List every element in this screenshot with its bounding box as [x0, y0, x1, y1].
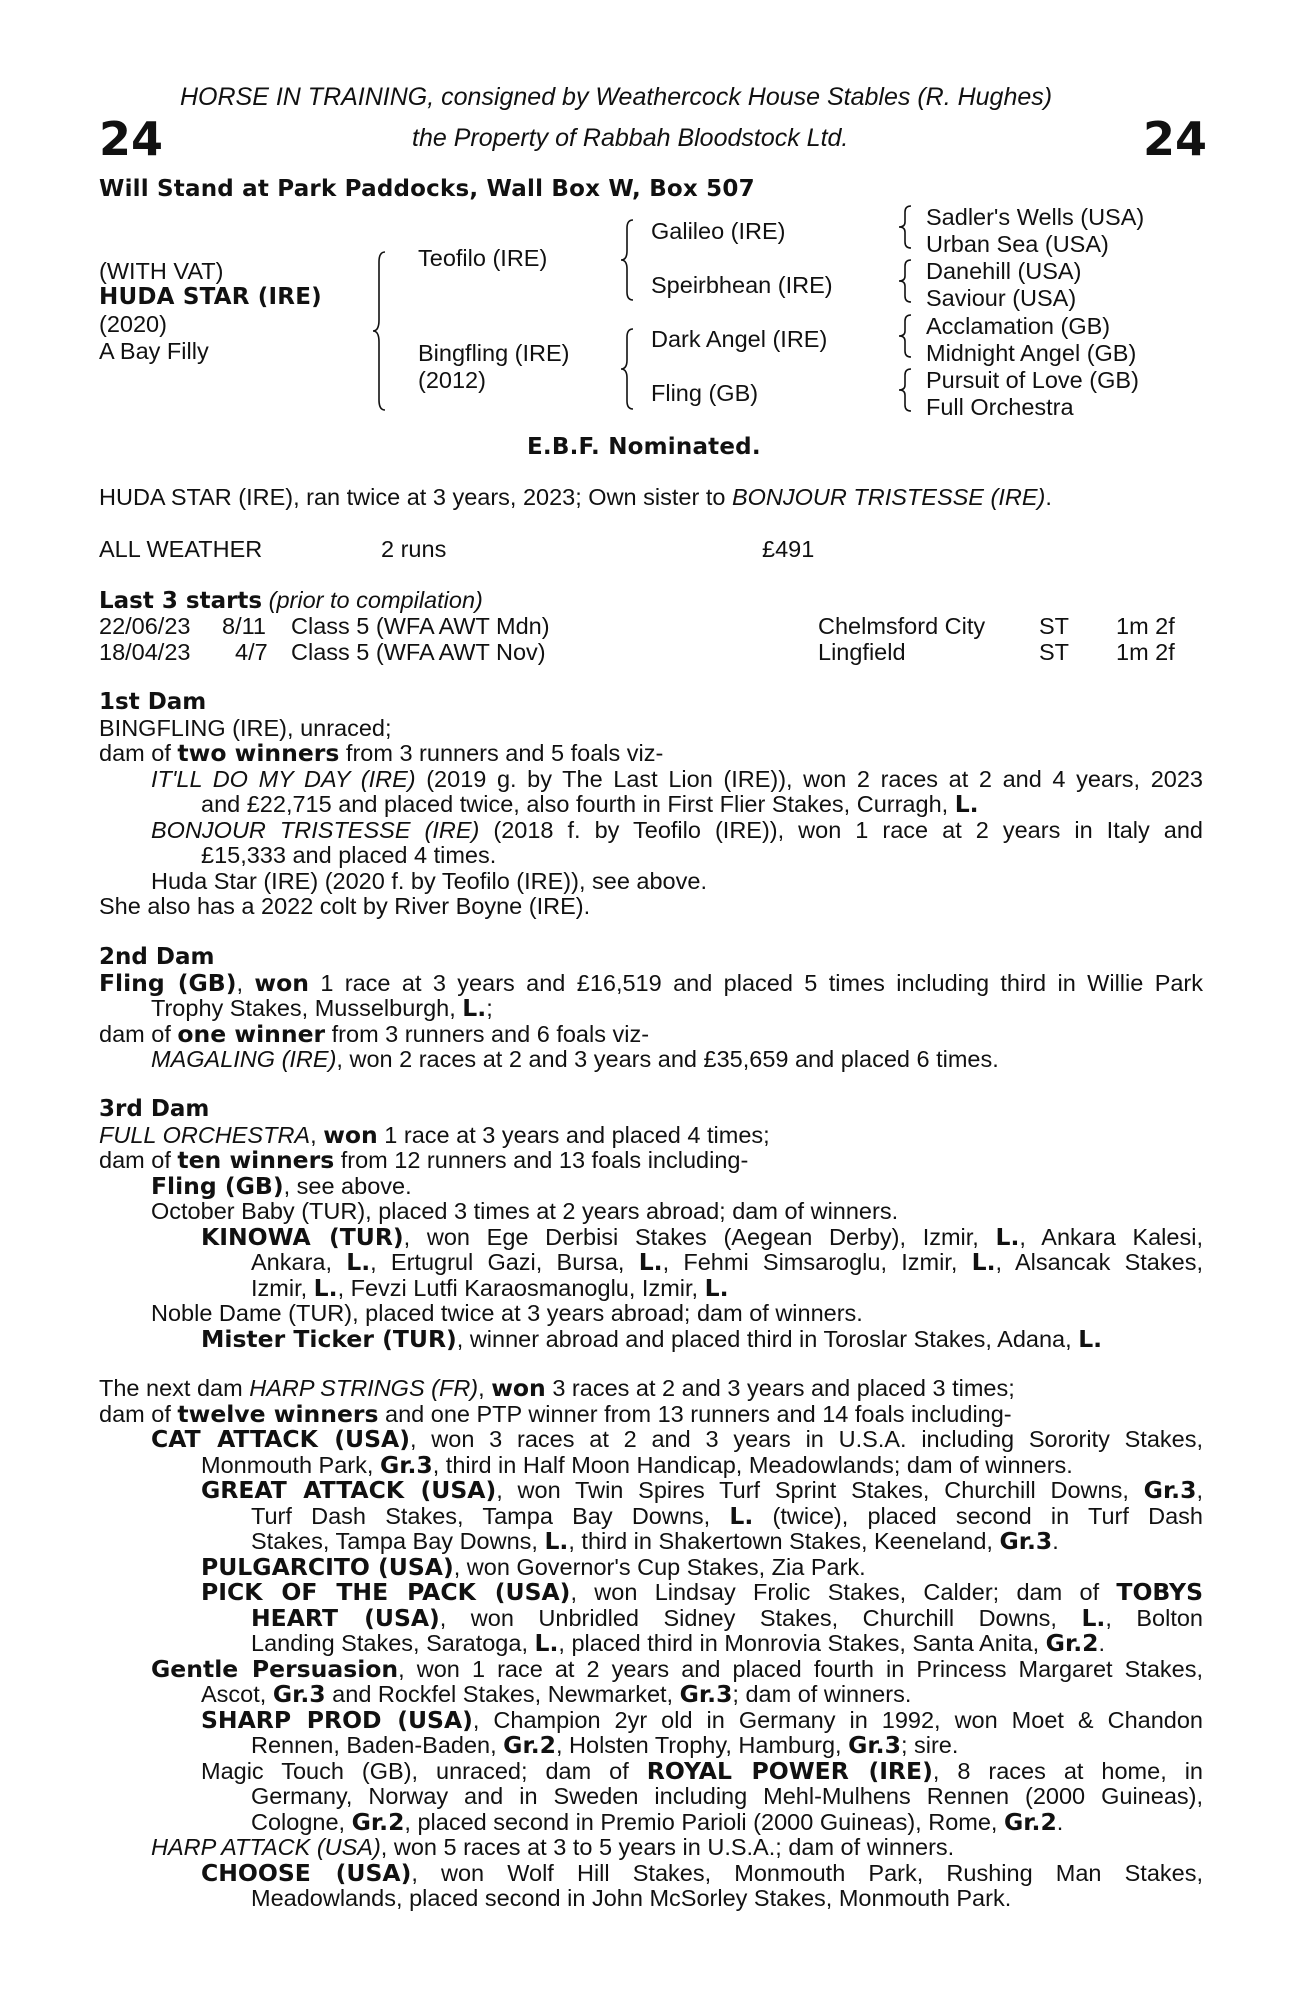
- pedigree-g3-4: Saviour (USA): [926, 285, 1077, 311]
- ebf-nomination: E.B.F. Nominated.: [527, 434, 761, 460]
- section-heading: 3rd Dam: [99, 1096, 210, 1122]
- third-dam-section: 3rd Dam FULL ORCHESTRA, won 1 race at 3 years and placed 4 times; dam of ten winners from 12 runners and 13 foals including- Fling (GB), see above. October Baby (TUR), placed 3 times at 2 years abroad; dam of winners. KINOWA (TUR), won Ege Derbisi Stakes (Aegean Derby), Izmir, L., Ankara Kalesi, Ankara, L., Ertugrul Gazi, Bursa, L., Fehmi Simsaroglu, Izmir, L., Alsancak Stakes, Izmir, L., Fevzi Lutfi Karaosmanoglu, Izmir, L. Noble Dame (TUR), placed twice at 3 years abroad; dam of winners. Mister Ticker (TUR), winner abroad and placed third in Toroslar Stakes, Adana, L.: [99, 1096, 1203, 1353]
- lot-number-right: 24: [1143, 112, 1208, 166]
- pedigree-brace-g1: [898, 204, 914, 250]
- pedigree-brace-sire: [620, 218, 636, 302]
- start-date: 18/04/23: [99, 639, 191, 665]
- start-position: 4/7: [235, 639, 268, 665]
- horse-name: HUDA STAR (IRE): [99, 284, 322, 310]
- pedigree-brace-g4: [898, 367, 914, 413]
- second-dam-section: 2nd Dam Fling (GB), won 1 race at 3 years and £16,519 and placed 5 times including third in Willie Park Trophy Stakes, Musselburgh, L.; dam of one winner from 3 runners and 6 foals viz- MAGALING (IRE), won 2 races at 2 and 3 years and £35,659 and placed 6 times.: [99, 944, 1204, 1072]
- pedigree-g3-8: Full Orchestra: [926, 394, 1074, 420]
- consignor-line: HORSE IN TRAINING, consigned by Weathercock House Stables (R. Hughes): [180, 83, 1053, 111]
- pedigree-sire-sire: Galileo (IRE): [651, 218, 786, 244]
- pedigree-sire: Teofilo (IRE): [418, 245, 548, 271]
- start-going: ST: [1039, 613, 1070, 639]
- pedigree-g3-5: Acclamation (GB): [926, 313, 1111, 339]
- pedigree-dam-dam: Fling (GB): [651, 380, 759, 406]
- start-race: Class 5 (WFA AWT Mdn): [291, 613, 550, 639]
- pedigree-brace-g3: [898, 313, 914, 359]
- owner-line: the Property of Rabbah Bloodstock Ltd.: [412, 124, 849, 152]
- pedigree-brace-parents: [372, 250, 388, 412]
- first-dam-section: 1st Dam BINGFLING (IRE), unraced; dam of two winners from 3 runners and 5 foals viz- IT'LL DO MY DAY (IRE) (2019 g. by The Last Lion (IRE)), won 2 races at 2 and 4 years, 2023 and £22,715 and placed twice, also fourth in First Flier Stakes, Curragh, L. BONJOUR TRISTESSE (IRE) (2018 f. by Teofilo (IRE)), won 1 race at 2 years in Italy and £15,333 and placed 4 times. Huda Star (IRE) (2020 f. by Teofilo (IRE)), see above. She also has a 2022 colt by River Boyne (IRE).: [99, 689, 1203, 919]
- racing-summary: HUDA STAR (IRE), ran twice at 3 years, 2023; Own sister to BONJOUR TRISTESSE (IRE).: [99, 484, 1052, 510]
- stand-location: Will Stand at Park Paddocks, Wall Box W, Box 507: [99, 176, 755, 202]
- section-heading: 2nd Dam: [99, 944, 215, 970]
- sibling-name: BONJOUR TRISTESSE (IRE): [731, 484, 1046, 510]
- horse-description: A Bay Filly: [99, 338, 209, 364]
- pedigree-g3-3: Danehill (USA): [926, 258, 1082, 284]
- horse-year: (2020): [99, 311, 167, 337]
- start-distance: 1m 2f: [1116, 639, 1175, 665]
- start-race: Class 5 (WFA AWT Nov): [291, 639, 546, 665]
- pedigree-sire-dam: Speirbhean (IRE): [651, 272, 833, 298]
- start-position: 8/11: [222, 613, 266, 639]
- start-date: 22/06/23: [99, 613, 191, 639]
- pedigree-brace-g2: [898, 258, 914, 304]
- record-runs: 2 runs: [381, 536, 447, 562]
- start-going: ST: [1039, 639, 1070, 665]
- vat-note: (WITH VAT): [99, 258, 224, 284]
- pedigree-g3-2: Urban Sea (USA): [926, 231, 1109, 257]
- pedigree-g3-7: Pursuit of Love (GB): [926, 367, 1139, 393]
- lot-number-left: 24: [99, 112, 164, 166]
- pedigree-g3-6: Midnight Angel (GB): [926, 340, 1137, 366]
- section-heading: 1st Dam: [99, 689, 207, 715]
- record-surface: ALL WEATHER: [99, 536, 263, 562]
- pedigree-g3-1: Sadler's Wells (USA): [926, 204, 1145, 230]
- start-course: Lingfield: [818, 639, 906, 665]
- pedigree-dam-sire: Dark Angel (IRE): [651, 326, 828, 352]
- start-course: Chelmsford City: [818, 613, 986, 639]
- record-earnings: £491: [762, 536, 815, 562]
- next-dam-section: The next dam HARP STRINGS (FR), won 3 races at 2 and 3 years and placed 3 times; dam of twelve winners and one PTP winner from 13 runners and 14 foals including- CAT ATTACK (USA), won 3 races at 2 and 3 years in U.S.A. including Sorority Stakes, Monmouth Park, Gr.3, third in Half Moon Handicap, Meadowlands; dam of winners. GREAT ATTACK (USA), won Twin Spires Turf Sprint Stakes, Churchill Downs, Gr.3, Turf Dash Stakes, Tampa Bay Downs, L. (twice), placed second in Turf Dash Stakes, Tampa Bay Downs, L., third in Shakertown Stakes, Keeneland, Gr.3. PULGARCITO (USA), won Governor's Cup Stakes, Zia Park. PICK OF THE PACK (USA), won Lindsay Frolic Stakes, Calder; dam of TOBYS HEART (USA), won Unbridled Sidney Stakes, Churchill Downs, L., Bolton Landing Stakes, Saratoga, L., placed third in Monrovia Stakes, Santa Anita, Gr.2. Gentle Persuasion, won 1 race at 2 years and placed fourth in Princess Margaret Stakes, Ascot, Gr.3 and Rockfel Stakes, Newmarket, Gr.3; dam of winners. SHARP PROD (USA), Champion 2yr old in Germany in 1992, won Moet & Chandon Rennen, Baden-Baden, Gr.2, Holsten Trophy, Hamburg, Gr.3; sire. Magic Touch (GB), unraced; dam of ROYAL POWER (IRE), 8 races at home, in Germany, Norway and in Sweden including Mehl-Mulhens Rennen (2000 Guineas), Cologne, Gr.2, placed second in Premio Parioli (2000 Guineas), Rome, Gr.2. HARP ATTACK (USA), won 5 races at 3 to 5 years in U.S.A.; dam of winners. CHOOSE (USA), won Wolf Hill Stakes, Monmouth Park, Rushing Man Stakes, Meadowlands, placed second in John McSorley Stakes, Monmouth Park.: [99, 1374, 1204, 1911]
- start-distance: 1m 2f: [1116, 613, 1175, 639]
- last-starts-heading: Last 3 starts (prior to compilation): [99, 587, 483, 614]
- pedigree-brace-dam: [620, 327, 636, 411]
- pedigree-dam: Bingfling (IRE): [418, 340, 570, 366]
- pedigree-dam-year: (2012): [418, 367, 486, 393]
